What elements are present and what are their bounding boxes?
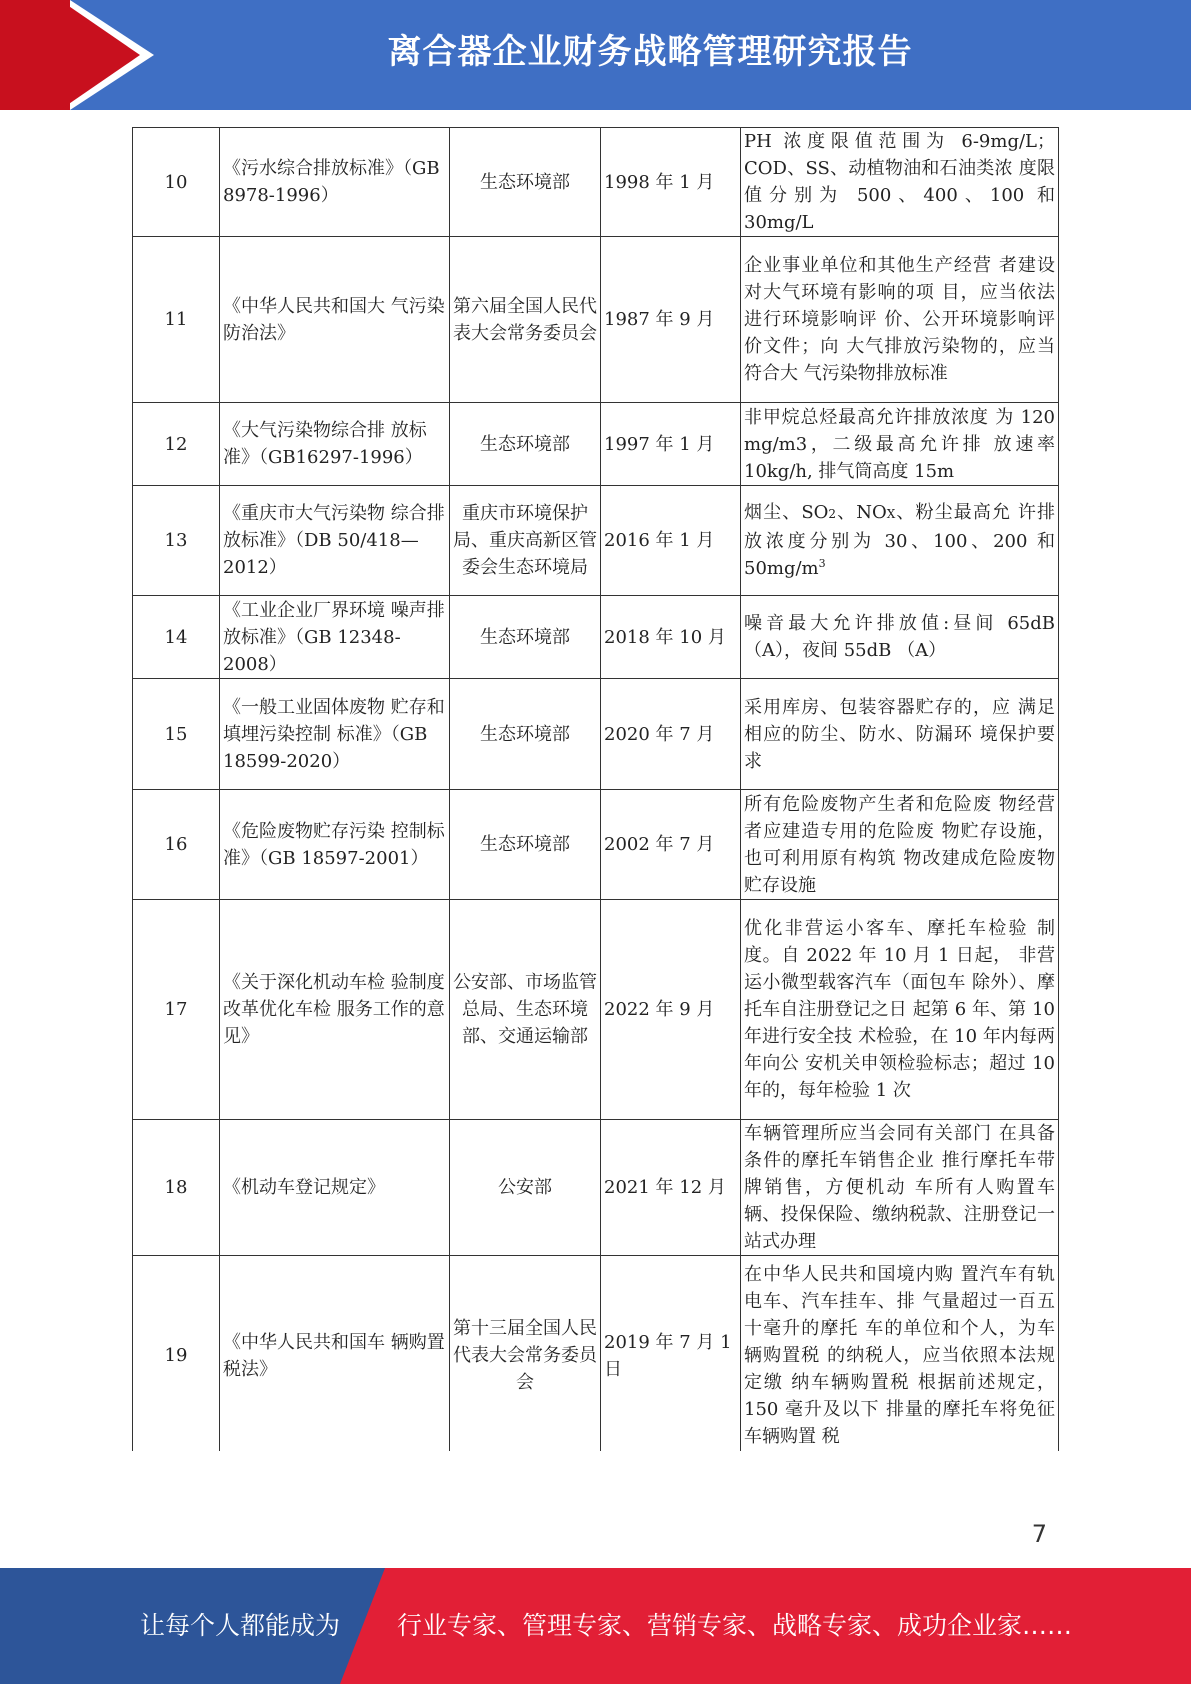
regulation-name: 《工业企业厂界环境 噪声排放标准》（GB 12348-2008） — [220, 596, 450, 679]
effective-date: 1987 年 9 月 — [601, 237, 741, 403]
effective-date: 1997 年 1 月 — [601, 403, 741, 486]
issuing-department: 公安部、市场监管总局、生态环境部、交通运输部 — [450, 900, 601, 1120]
regulation-name: 《中华人民共和国车 辆购置税法》 — [220, 1256, 450, 1452]
issuing-department: 公安部 — [450, 1120, 601, 1256]
row-number: 16 — [133, 790, 220, 900]
regulation-content: 采用库房、包装容器贮存的，应 满足相应的防尘、防水、防漏环 境保护要求 — [741, 679, 1059, 790]
row-number: 10 — [133, 128, 220, 237]
page-number: 7 — [1031, 1520, 1047, 1548]
effective-date: 2020 年 7 月 — [601, 679, 741, 790]
table-row — [133, 900, 1059, 1120]
footer-slogan-left: 让每个人都能成为 — [140, 1611, 341, 1640]
header-red-arrow — [60, 0, 140, 110]
regulation-name: 《大气污染物综合排 放标准》（GB16297-1996） — [220, 403, 450, 486]
regulation-content: 所有危险废物产生者和危险废 物经营者应建造专用的危险废 物贮存设施，也可利用原有构筑 物改建成危险废物贮存设施 — [741, 790, 1059, 900]
regulation-content: 企业事业单位和其他生产经营 者建设对大气环境有影响的项 目，应当依法进行环境影响评 价、公开环境影响评价文件；向 大气排放污染物的，应当符合大 气污染物排放标准 — [741, 237, 1059, 403]
row-number: 13 — [133, 486, 220, 596]
regulation-name: 《关于深化机动车检 验制度改革优化车检 服务工作的意见》 — [220, 900, 450, 1120]
regulation-name: 《危险废物贮存污染 控制标准》（GB 18597-2001） — [220, 790, 450, 900]
row-number: 18 — [133, 1120, 220, 1256]
issuing-department: 生态环境部 — [450, 128, 601, 237]
table-row — [133, 486, 1059, 596]
regulation-content: 优化非营运小客车、摩托车检验 制度。自 2022 年 10 月 1 日起， 非营运小微型载客汽车（面包车 除外）、摩托车自注册登记之日 起第 6 年、第 10 年进行安全技 术检验，在 10 年内每两年向公 安机关申领检验标志；超过 10 年的，每年检验 1 次 — [741, 900, 1059, 1120]
effective-date: 2022 年 9 月 — [601, 900, 741, 1120]
table-row — [133, 403, 1059, 486]
regulation-name: 《污水综合排放标准》（GB 8978-1996） — [220, 128, 450, 237]
footer-diagonal — [340, 1568, 385, 1684]
row-number: 15 — [133, 679, 220, 790]
regulation-name: 《一般工业固体废物 贮存和填埋污染控制 标准》（GB 18599-2020） — [220, 679, 450, 790]
regulation-name: 《机动车登记规定》 — [220, 1120, 450, 1256]
regulation-content: PH 浓度限值范围为 6-9mg/L； COD、SS、动植物油和石油类浓 度限值分别为 500、400、100 和 30mg/L — [741, 128, 1059, 237]
table-row — [133, 237, 1059, 403]
content-part: 、NO — [836, 502, 887, 523]
effective-date: 2016 年 1 月 — [601, 486, 741, 596]
table-row — [133, 790, 1059, 900]
effective-date: 2018 年 10 月 — [601, 596, 741, 679]
issuing-department: 重庆市环境保护局、重庆高新区管委会生态环境局 — [450, 486, 601, 596]
footer-slogan-right: 行业专家、管理专家、营销专家、战略专家、成功企业家…… — [397, 1611, 1073, 1640]
regulation-content — [741, 486, 1059, 596]
table-row — [133, 596, 1059, 679]
report-title: 离合器企业财务战略管理研究报告 — [387, 32, 913, 72]
subscript: 2 — [828, 507, 837, 521]
regulation-name: 《中华人民共和国大 气污染防治法》 — [220, 237, 450, 403]
regulation-content: 车辆管理所应当会同有关部门 在具备条件的摩托车销售企业 推行摩托车带牌销售，方便机动 车所有人购置车辆、投保保险、缴纳税款、注册登记一站式办理 — [741, 1120, 1059, 1256]
regulation-content: 在中华人民共和国境内购 置汽车有轨电车、汽车挂车、排 气量超过一百五十毫升的摩托 车的单位和个人，为车辆购置税 的纳税人，应当依照本法规定缴 纳车辆购置税 根据前述规定，150 毫升及以下 排量的摩托车将免征车辆购置 税 — [741, 1256, 1059, 1452]
issuing-department: 第十三届全国人民代表大会常务委员会 — [450, 1256, 601, 1452]
content-part: 、粉尘最高允 许排放浓度分别为 30、100、200 和 50mg/m — [744, 502, 1055, 579]
effective-date: 2021 年 12 月 — [601, 1120, 741, 1256]
row-number: 12 — [133, 403, 220, 486]
table-row — [133, 679, 1059, 790]
effective-date: 2019 年 7 月 1 日 — [601, 1256, 741, 1452]
regulation-table — [132, 127, 1059, 1451]
table-row — [133, 128, 1059, 237]
page-footer — [0, 1568, 1191, 1684]
superscript: 3 — [818, 557, 826, 570]
regulation-content: 噪音最大允许排放值:昼间 65dB （A），夜间 55dB （A） — [741, 596, 1059, 679]
row-number: 14 — [133, 596, 220, 679]
regulation-name: 《重庆市大气污染物 综合排放标准》（DB 50/418—2012） — [220, 486, 450, 596]
effective-date: 1998 年 1 月 — [601, 128, 741, 237]
row-number: 11 — [133, 237, 220, 403]
content-part: 烟尘、SO — [744, 502, 829, 523]
row-number: 19 — [133, 1256, 220, 1452]
issuing-department: 生态环境部 — [450, 403, 601, 486]
effective-date: 2002 年 7 月 — [601, 790, 741, 900]
issuing-department: 生态环境部 — [450, 790, 601, 900]
table-row — [133, 1120, 1059, 1256]
regulation-content: 非甲烷总烃最高允许排放浓度 为 120 mg/m3，二级最高允许排 放速率 10kg/h, 排气筒高度 15m — [741, 403, 1059, 486]
issuing-department: 生态环境部 — [450, 596, 601, 679]
issuing-department: 第六届全国人民代表大会常务委员会 — [450, 237, 601, 403]
page-header — [0, 0, 1191, 110]
regulation-table-container — [132, 127, 1059, 1451]
issuing-department: 生态环境部 — [450, 679, 601, 790]
table-row — [133, 1256, 1059, 1452]
subscript: X — [886, 507, 896, 521]
row-number: 17 — [133, 900, 220, 1120]
